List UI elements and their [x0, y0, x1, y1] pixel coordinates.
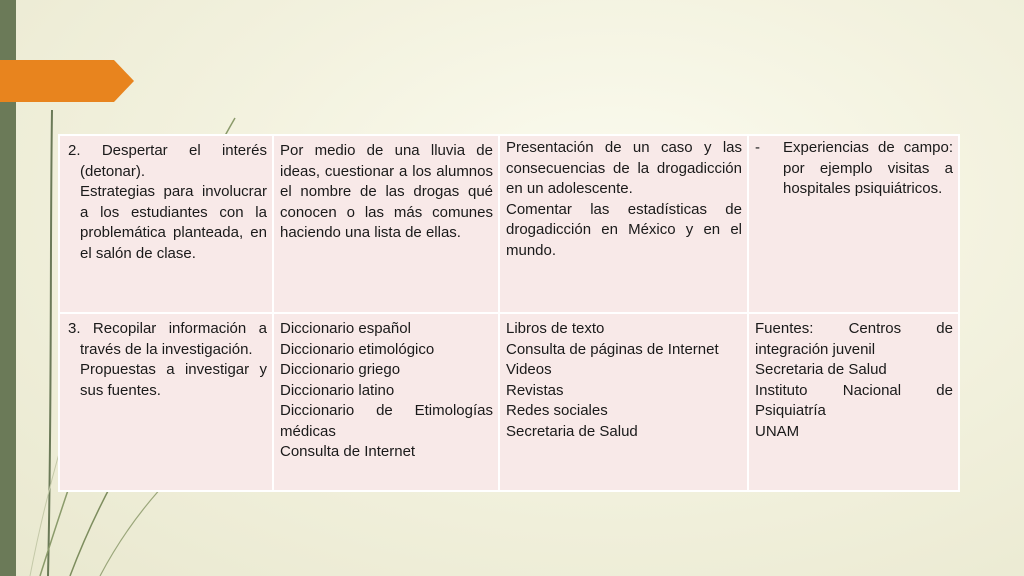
- table-row: [59, 313, 959, 491]
- list-item: [755, 138, 953, 200]
- cell-stage: [59, 135, 273, 313]
- list-item: Secretaria de Salud: [755, 361, 887, 378]
- resources-paragraph-1: Presentación de un caso y las consecuencias de la drogadicción en un adolescente.: [506, 139, 742, 197]
- resources-paragraph-2: Comentar las estadísticas de drogadicción en México y en el mundo.: [506, 200, 742, 259]
- list-item: Diccionario latino: [280, 381, 395, 399]
- content-table-wrapper: [58, 134, 958, 490]
- cell-dictionaries: [273, 313, 499, 491]
- cell-resources: [499, 135, 748, 313]
- list-item: Diccionario de Etimologías médicas: [280, 402, 493, 440]
- experience-text: Experiencias de campo: por ejemplo visitas a hospitales psiquiátricos.: [783, 139, 953, 197]
- list-item: Libros de texto: [506, 320, 605, 337]
- table-row: [59, 135, 959, 313]
- list-item: Instituto Nacional de Psiquiatría: [755, 381, 953, 419]
- stage-body: Estrategias para involucrar a los estudiantes con la problemática planteada, en el salón de clase.: [80, 183, 267, 262]
- stage-heading: 2. Despertar el interés (detonar).: [68, 142, 267, 180]
- list-item: Diccionario español: [280, 320, 411, 337]
- list-item: Secretaria de Salud: [506, 422, 638, 440]
- list-item: Diccionario etimológico: [280, 340, 435, 358]
- cell-experience: [748, 135, 959, 313]
- content-table: [58, 134, 960, 492]
- list-item: UNAM: [755, 422, 800, 440]
- cell-sources: [499, 313, 748, 491]
- list-item: Consulta de Internet: [280, 443, 416, 460]
- list-item: Consulta de páginas de Internet: [506, 340, 719, 358]
- cell-activity: [273, 135, 499, 313]
- list-item: Videos: [506, 361, 552, 378]
- dash-bullet: -: [755, 139, 760, 156]
- list-item: Diccionario griego: [280, 361, 401, 378]
- cell-stage: [59, 313, 273, 491]
- list-item: Revistas: [506, 381, 564, 399]
- activity-text: Por medio de una lluvia de ideas, cuestionar a los alumnos el nombre de las drogas qué conocen o las más comunes haciendo una lista de ellas.: [280, 142, 493, 241]
- stage-body: Propuestas a investigar y sus fuentes.: [80, 361, 267, 399]
- stage-heading: 3. Recopilar información a través de la investigación.: [68, 320, 267, 358]
- list-item: Redes sociales: [506, 402, 608, 419]
- orange-accent-tab: [0, 60, 134, 102]
- list-item: Fuentes: Centros de integración juvenil: [755, 320, 953, 358]
- cell-institutions: [748, 313, 959, 491]
